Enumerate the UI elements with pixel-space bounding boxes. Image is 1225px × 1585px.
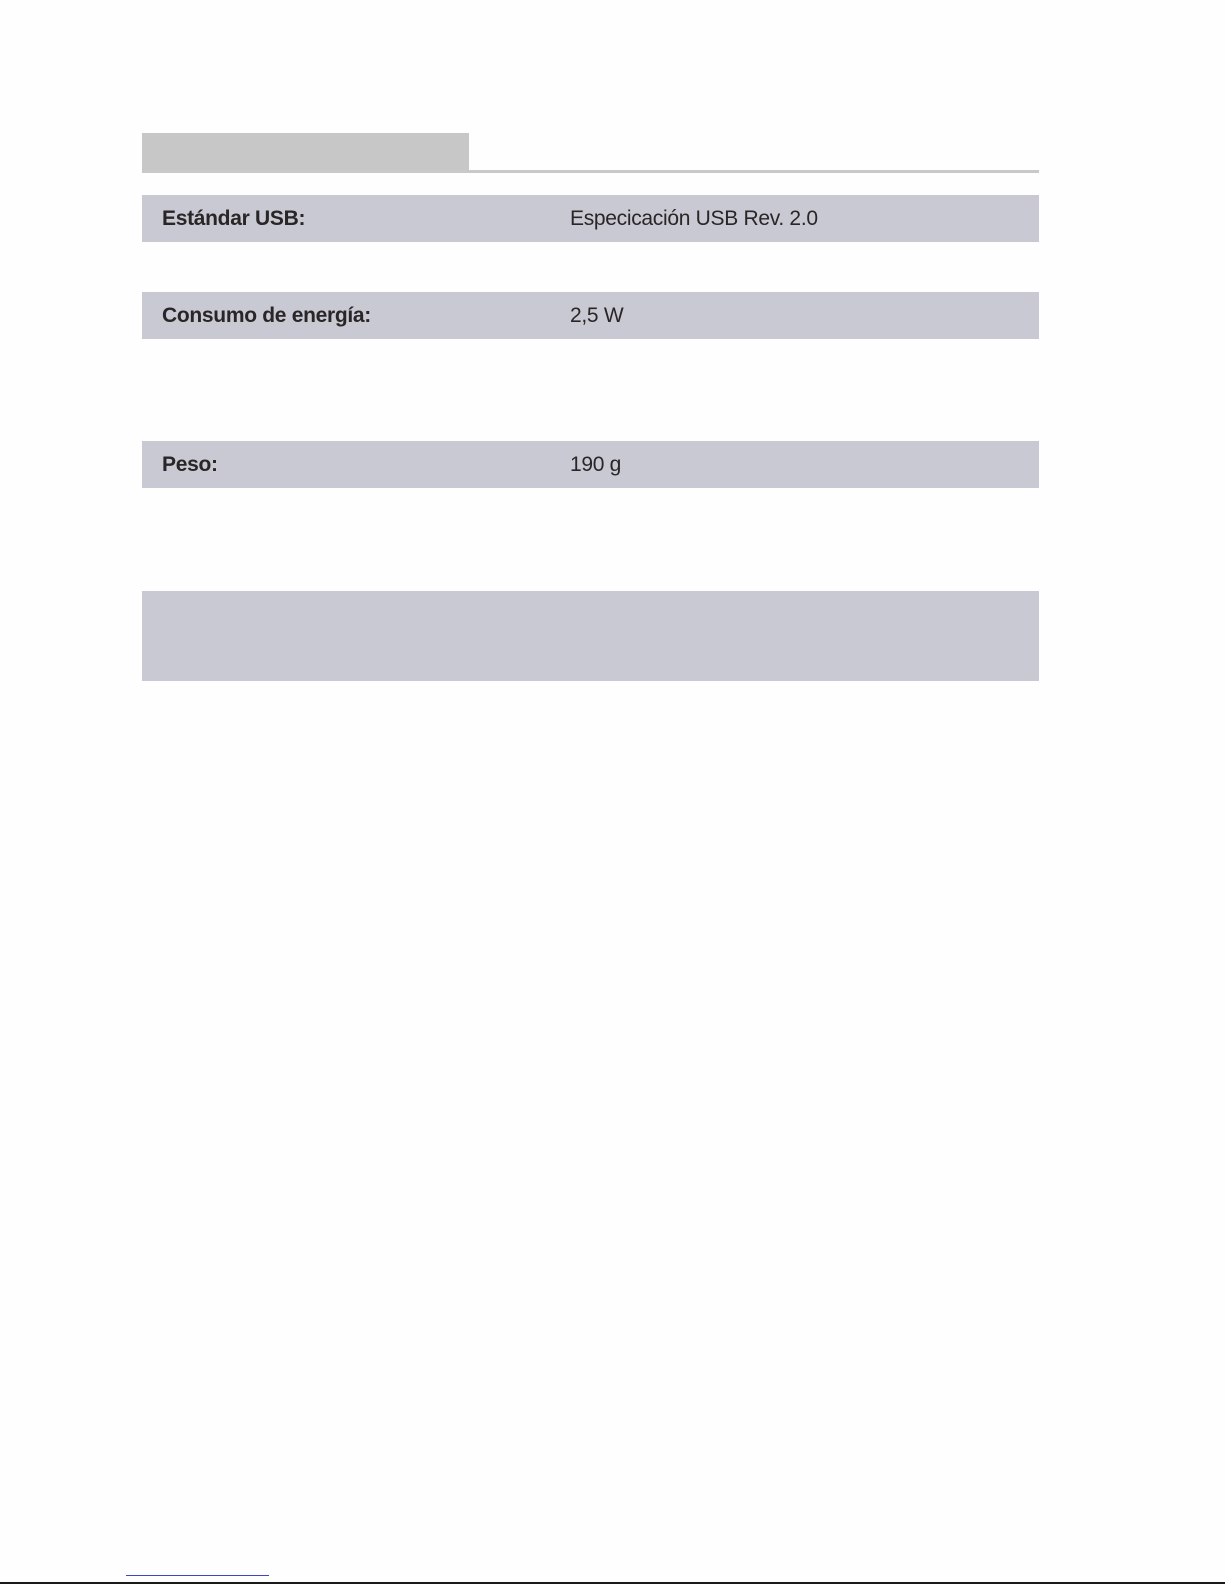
spec-row-weight	[142, 441, 1039, 488]
spec-value: Especicación USB Rev. 2.0	[570, 207, 818, 230]
spec-label: Consumo de energía:	[162, 304, 371, 327]
spec-value: 190 g	[570, 453, 622, 476]
empty-spec-block	[142, 591, 1039, 681]
spec-row-power-consumption	[142, 292, 1039, 339]
footer-rule	[0, 1582, 1225, 1584]
spec-label: Peso:	[162, 453, 218, 476]
section-header-tab	[142, 133, 469, 171]
spec-label: Estándar USB:	[162, 207, 306, 230]
spec-row-usb-standard	[142, 195, 1039, 242]
footer-link-underline	[126, 1575, 269, 1576]
spec-value: 2,5 W	[570, 304, 624, 327]
section-header-rule	[142, 170, 1039, 173]
